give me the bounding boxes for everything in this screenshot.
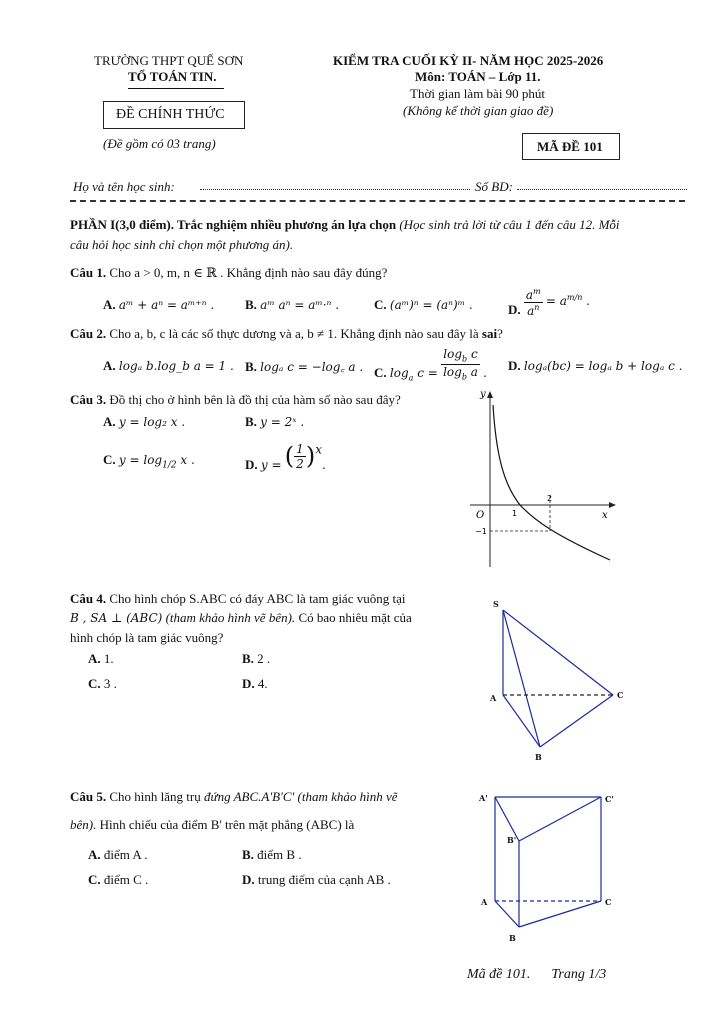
q5-vertex-b1: B' <box>507 835 517 845</box>
q3-label: Câu 3. <box>70 392 107 407</box>
q3-c-text: $y = \log_{1/2} x$ . <box>118 453 195 471</box>
q3-tick-m1: −1 <box>475 527 487 536</box>
q3-d-label: D. <box>245 456 258 472</box>
q3-tick-2: 2 <box>547 494 553 503</box>
q5-label: Câu 5. <box>70 789 107 804</box>
q4-d-text: 4. <box>257 676 268 691</box>
q4-vertex-b: B <box>535 752 542 762</box>
q3-d-lhs: y = <box>260 457 282 472</box>
q4-edge-sc <box>503 610 613 695</box>
q4-edge-sb <box>503 610 540 747</box>
q2-option-d[interactable] <box>508 358 682 374</box>
q3-a-label: A. <box>103 414 116 429</box>
q1-c-text: (aᵐ)ⁿ = (aⁿ)ᵐ . <box>389 298 473 312</box>
q2-option-a[interactable] <box>103 358 234 374</box>
q4-b-label: B. <box>242 651 254 666</box>
q5-b-label: B. <box>242 847 254 862</box>
q1-d-label: D. <box>508 302 521 318</box>
q5-prism-figure <box>475 785 625 950</box>
q3-curve <box>493 405 610 560</box>
q3-graph <box>460 385 620 575</box>
q3-c-label: C. <box>103 452 116 467</box>
part1-instruction-1: (Học sinh trả lời từ câu 1 đến câu 12. Mỗi <box>399 217 620 232</box>
part1-title: PHẦN I(3,0 điểm). Trắc nghiệm nhiều phương án lựa chọn <box>70 217 397 232</box>
q2-stem: Câu 2. Cho a, b, c là các số thực dương và a, b ≠ 1. Khẳng định nào sau đây là sai? <box>70 326 503 341</box>
q4-d-label: D. <box>242 676 255 691</box>
q1-option-d[interactable] <box>508 288 590 317</box>
q2-a-label: A. <box>103 358 116 373</box>
q4-c-label: C. <box>88 676 101 691</box>
q1-option-a[interactable] <box>103 297 214 313</box>
q5-vertex-a1: A' <box>479 793 488 803</box>
q1-d-rhs: = $a^{m/n}$ . <box>545 293 590 309</box>
q2-text: Cho a, b, c là các số thực dương và a, b ≠ 1. Khẳng định nào sau đây là <box>109 326 479 341</box>
q5-a-label: A. <box>88 847 101 862</box>
q4-b-text: 2 . <box>257 651 271 666</box>
exam-code: MÃ ĐỀ 101 <box>537 139 603 154</box>
q2-c-lhs: $\log_a c$ = <box>389 365 438 383</box>
q5-c-text: điểm C . <box>103 872 149 887</box>
part1-heading <box>70 217 620 233</box>
q5-text-1-it: đứng ABC.A'B'C' (tham khảo hình vẽ <box>203 789 398 804</box>
student-name-label: Họ và tên học sinh: <box>73 179 175 194</box>
q2-c-label: C. <box>374 364 387 380</box>
q4-option-d[interactable] <box>242 676 268 692</box>
q4-a-label: A. <box>88 651 101 666</box>
q4-edge-ab <box>503 695 540 747</box>
q2-d-text: logₐ(bc) = logₐ b + logₐ c . <box>523 359 683 373</box>
q5-option-b[interactable] <box>242 847 302 863</box>
q5-text-1: Cho hình lăng trụ <box>109 789 201 804</box>
q5-stem-2 <box>70 817 354 833</box>
q3-x-arrow <box>609 502 616 508</box>
q4-text-2-note: (tham khảo hình vẽ bên). <box>165 610 296 625</box>
q4-label: Câu 4. <box>70 591 107 606</box>
q3-option-c[interactable] <box>103 452 195 470</box>
q1-label: Câu 1. <box>70 265 107 280</box>
q1-option-b[interactable] <box>245 297 339 313</box>
q2-option-c[interactable]: C. $\log_a c$ = $\frac{\log_b c}{\log_b a}$ . <box>374 347 487 383</box>
q4-vertex-a: A <box>490 693 497 703</box>
q3-b-text: y = 2ˣ . <box>260 415 305 429</box>
official-label-box <box>103 101 245 129</box>
q3-d-fraction: $\frac{1}{2}$ <box>296 441 304 471</box>
q3-origin-label: O <box>476 510 485 521</box>
q5-stem-1 <box>70 789 398 805</box>
q2-a-text: logₐ b.log_b a = 1 . <box>118 359 234 373</box>
exam-duration-note: (Không kể thời gian giao đề) <box>403 103 554 118</box>
q1-text: Cho a > 0, m, n ∈ ℝ . Khẳng định nào sau đây đúng? <box>109 265 388 280</box>
q2-label: Câu 2. <box>70 326 107 341</box>
department-name: TỔ TOÁN TIN. <box>128 69 217 84</box>
official-label: ĐỀ CHÍNH THỨC <box>116 107 225 122</box>
q4-option-c[interactable] <box>88 676 117 692</box>
student-name-field[interactable] <box>200 189 470 190</box>
q4-pyramid-figure <box>485 595 635 770</box>
header-divider <box>70 200 685 202</box>
q3-text: Đồ thị cho ở hình bên là đồ thị của hàm số nào sau đây? <box>109 392 401 407</box>
q2-b-label: B. <box>245 359 257 374</box>
q2-c-fraction: $\frac{\log_b c}{\log_b a}$ <box>443 347 478 382</box>
q1-option-c[interactable] <box>374 297 473 313</box>
q4-c-text: 3 . <box>103 676 117 691</box>
q5-option-d[interactable] <box>242 872 391 888</box>
q5-a-text: điểm A . <box>103 847 148 862</box>
q5-text-2-it: bên). <box>70 817 97 832</box>
exam-code-box <box>522 133 620 160</box>
q3-x-label: x <box>602 510 608 521</box>
q1-stem <box>70 265 387 281</box>
q5-d-label: D. <box>242 872 255 887</box>
q4-text-2: B , SA ⊥ (ABC) <box>70 611 163 625</box>
q5-text-2: Hình chiếu của điểm B' trên mặt phẳng (ABC) là <box>99 817 355 832</box>
q4-text-2-end: Có bao nhiêu mặt của <box>298 610 412 625</box>
q4-vertex-c: C <box>617 690 624 700</box>
q1-a-text: aᵐ + aⁿ = aᵐ⁺ⁿ . <box>118 298 215 312</box>
q5-d-text: trung điểm của cạnh AB . <box>257 872 391 887</box>
q5-option-a[interactable] <box>88 847 148 863</box>
q3-option-a[interactable] <box>103 414 185 430</box>
q5-vertex-c: C <box>605 897 612 907</box>
exam-title: KIỂM TRA CUỐI KỲ II- NĂM HỌC 2025-2026 <box>333 53 604 68</box>
q5-b-text: điểm B . <box>257 847 302 862</box>
q5-vertex-c1: C' <box>605 794 614 804</box>
q5-vertex-a: A <box>481 897 488 907</box>
q5-option-c[interactable] <box>88 872 148 888</box>
q5-c-label: C. <box>88 872 101 887</box>
q4-text-1: Cho hình chóp S.ABC có đáy ABC là tam giác vuông tại <box>109 591 406 606</box>
q4-option-b[interactable] <box>242 651 270 667</box>
q1-b-label: B. <box>245 297 257 312</box>
footer-page: Trang 1/3 <box>551 967 607 982</box>
q1-d-fraction: $\frac{a^m}{a^n}$ <box>525 287 541 318</box>
q1-a-label: A. <box>103 297 116 312</box>
q3-y-arrow <box>487 391 493 398</box>
q3-tick-1: 1 <box>512 509 518 518</box>
q4-vertex-s: S <box>493 599 499 609</box>
q5-edge-b1c1 <box>519 797 601 841</box>
footer-code: Mã đề 101. <box>467 967 531 982</box>
department-underline <box>128 88 224 89</box>
part1-instruction-2: câu hỏi học sinh chỉ chọn một phương án). <box>70 237 294 252</box>
q1-b-text: aᵐ aⁿ = aᵐ·ⁿ . <box>260 298 340 312</box>
q2-emph: sai <box>481 326 498 341</box>
q4-stem-1 <box>70 591 405 607</box>
q2-b-text: logₐ c = −log꜀ a . <box>260 360 364 374</box>
exam-subject: Môn: TOÁN – Lớp 11. <box>415 69 541 84</box>
q4-a-text: 1. <box>103 651 114 666</box>
q3-option-d[interactable]: D. y = ( $\frac{1}{2}$ )$^x$. <box>245 441 326 472</box>
q4-text-3: hình chóp là tam giác vuông? <box>70 630 224 645</box>
q1-c-label: C. <box>374 297 387 312</box>
q4-edge-bc <box>540 695 613 747</box>
exam-duration: Thời gian làm bài 90 phút <box>410 86 546 101</box>
q5-edge-ab <box>495 901 519 927</box>
q3-a-text: y = log₂ x . <box>118 415 186 429</box>
student-id-label: Số BD: <box>475 179 513 194</box>
q2-option-b[interactable] <box>245 358 363 375</box>
footer <box>467 967 606 983</box>
school-name: TRƯỜNG THPT QUẾ SƠN <box>94 53 244 68</box>
q3-option-b[interactable] <box>245 414 304 430</box>
q4-stem-2 <box>70 610 412 626</box>
q3-b-label: B. <box>245 414 257 429</box>
q2-d-label: D. <box>508 358 521 373</box>
q3-y-label: y <box>480 389 486 400</box>
pages-note: (Đề gồm có 03 trang) <box>103 136 216 151</box>
student-id-field[interactable] <box>517 189 687 190</box>
q5-vertex-b: B <box>509 933 516 943</box>
q3-stem <box>70 392 401 408</box>
q4-option-a[interactable] <box>88 651 114 667</box>
q5-edge-bc <box>519 901 601 927</box>
